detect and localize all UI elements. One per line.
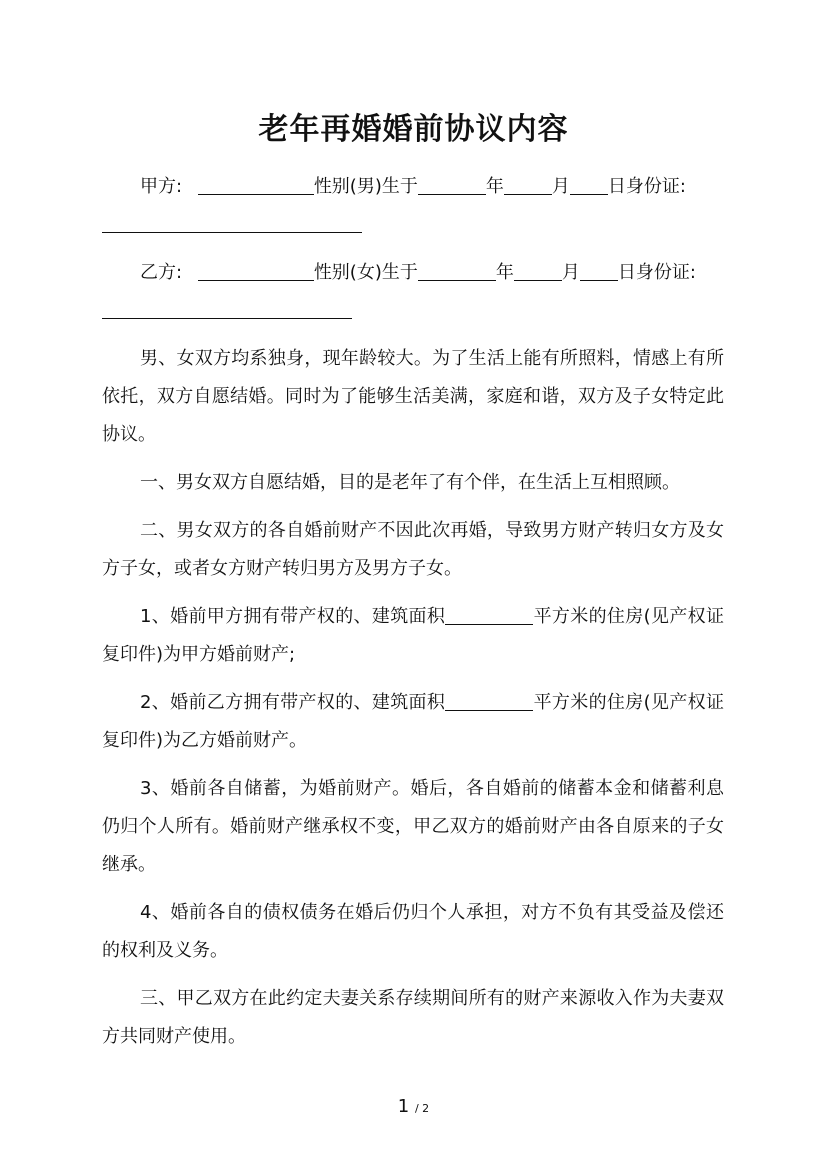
item-two	[102, 684, 724, 760]
party-a-id-blank	[102, 210, 362, 233]
item-one-end: 平方米的住房(见产权证复印件)为甲方婚前财产;	[102, 606, 724, 665]
party-a-day-id: 日身份证:	[607, 176, 686, 197]
party-a-year-blank	[418, 172, 486, 195]
party-b-month-blank	[514, 258, 562, 281]
clause-one: 一、男女双方自愿结婚，目的是老年了有个伴，在生活上互相照顾。	[140, 472, 680, 493]
document-body	[102, 168, 724, 1066]
party-b-label: 乙方:	[140, 262, 183, 283]
party-b-id-blank	[102, 296, 352, 319]
party-b-day-blank	[580, 258, 618, 281]
party-a-id-line	[102, 206, 724, 244]
party-b-id-line	[102, 292, 724, 330]
party-a-year: 年	[485, 176, 504, 197]
party-b-year-blank	[418, 258, 496, 281]
item-two-start: 2、婚前乙方拥有带产权的、建筑面积	[140, 692, 446, 713]
party-a-line	[102, 168, 724, 206]
party-a-name-blank	[198, 172, 314, 195]
party-b-name-blank	[198, 258, 314, 281]
party-a-month-blank	[504, 172, 552, 195]
item-four: 4、婚前各自的债权债务在婚后仍归个人承担，对方不负有其受益及偿还的权利及义务。	[102, 902, 724, 961]
item-two-area-blank	[445, 688, 533, 711]
party-b-line	[102, 254, 724, 292]
party-b-gender: 性别(女)生于	[313, 262, 418, 283]
item-three: 3、婚前各自储蓄，为婚前财产。婚后，各自婚前的储蓄本金和储蓄利息仍归个人所有。婚前财产继承权不变，甲乙双方的婚前财产由各自原来的子女继承。	[102, 778, 724, 875]
party-a-label: 甲方:	[140, 176, 183, 197]
total-pages: / 2	[414, 1102, 430, 1115]
party-b-month: 月	[561, 262, 580, 283]
item-two-end: 平方米的住房(见产权证复印件)为乙方婚前财产。	[102, 692, 724, 751]
item-one	[102, 598, 724, 674]
clause-three: 三、甲乙双方在此约定夫妻关系存续期间所有的财产来源收入作为夫妻双方共同财产使用。	[102, 988, 724, 1047]
party-a-month: 月	[551, 176, 570, 197]
party-a-day-blank	[570, 172, 608, 195]
party-a-gender: 性别(男)生于	[313, 176, 418, 197]
party-b-day-id: 日身份证:	[617, 262, 696, 283]
document-title: 老年再婚婚前协议内容	[258, 112, 569, 147]
intro-paragraph: 男、女双方均系独身，现年龄较大。为了生活上能有所照料，情感上有所依托，双方自愿结婚。同时为了能够生活美满，家庭和谐，双方及子女特定此协议。	[102, 348, 724, 445]
party-b-year: 年	[495, 262, 514, 283]
current-page: 1	[397, 1096, 410, 1117]
clause-two: 二、男女双方的各自婚前财产不因此次再婚，导致男方财产转归女方及女方子女，或者女方财产转归男方及男方子女。	[102, 520, 724, 579]
item-one-start: 1、婚前甲方拥有带产权的、建筑面积	[140, 606, 446, 627]
page-number	[0, 1096, 827, 1117]
item-one-area-blank	[445, 602, 533, 625]
